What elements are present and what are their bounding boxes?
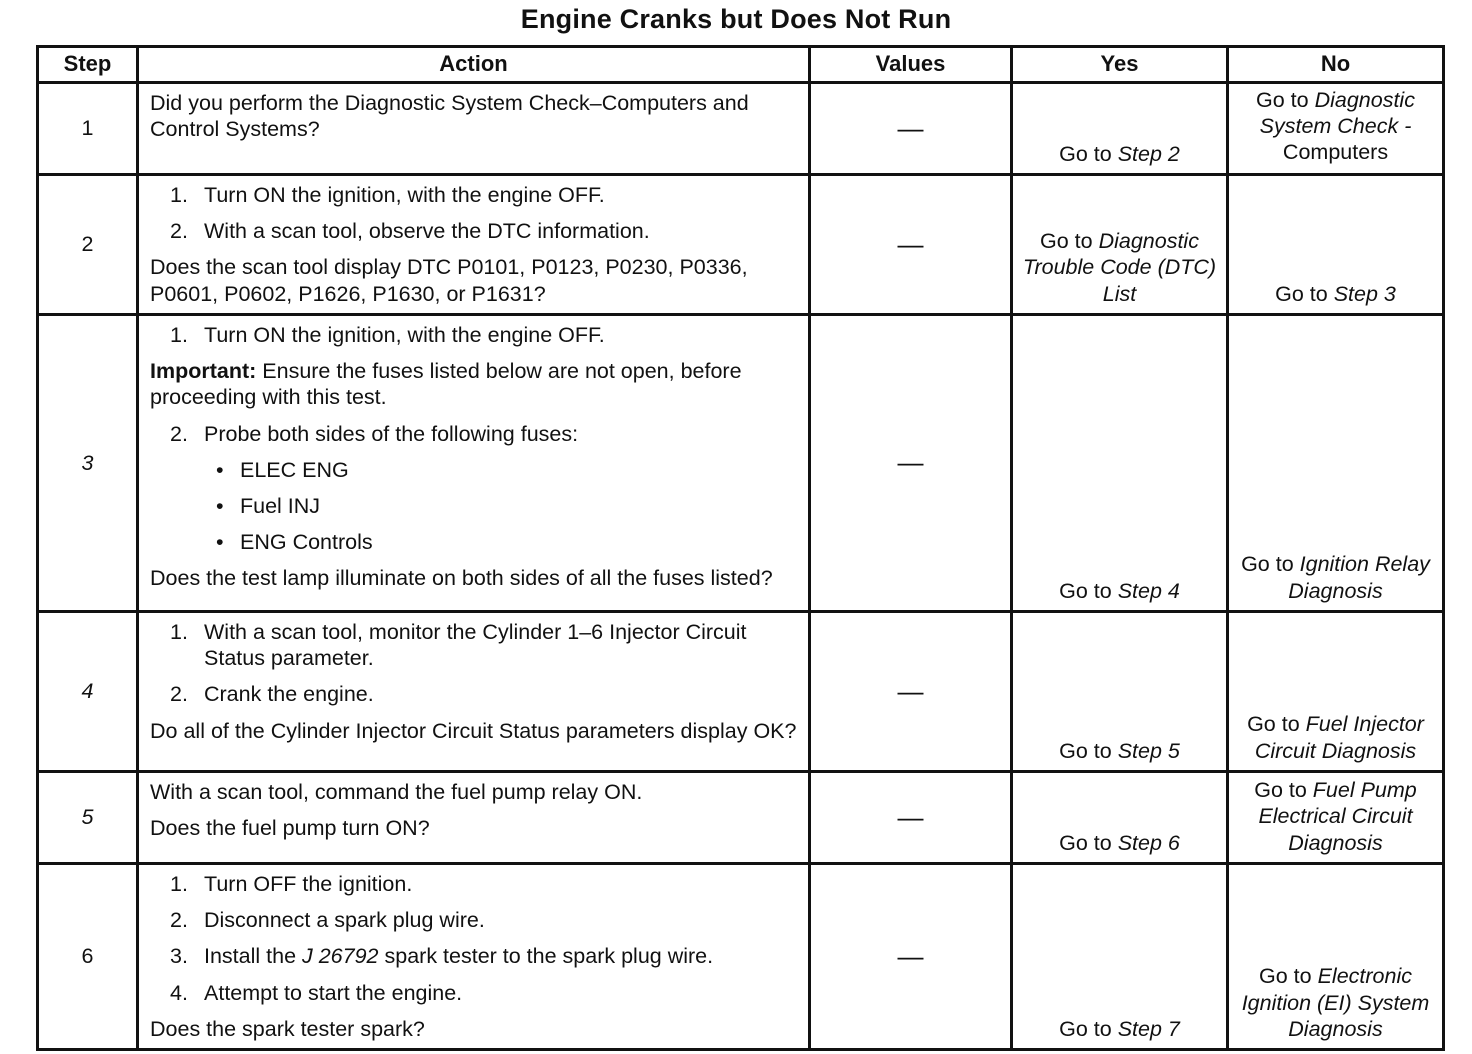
header-no: No bbox=[1228, 47, 1444, 83]
action-cell bbox=[138, 175, 810, 315]
no-prefix: Go to bbox=[1241, 552, 1300, 577]
header-values: Values bbox=[810, 47, 1012, 83]
action-step: 2. With a scan tool, observe the DTC information. bbox=[170, 219, 650, 244]
no-prefix: Go to bbox=[1247, 712, 1306, 737]
step-number: 4 bbox=[38, 611, 138, 771]
table-row bbox=[38, 771, 1444, 863]
action-step: 1. Turn ON the ignition, with the engine OFF. bbox=[170, 322, 605, 347]
no-cell bbox=[1228, 863, 1444, 1049]
action-step: 1. Turn ON the ignition, with the engine OFF. bbox=[170, 183, 605, 207]
step-number: 1 bbox=[38, 83, 138, 175]
values-cell: — bbox=[810, 863, 1012, 1049]
values-cell: — bbox=[810, 771, 1012, 863]
no-cell bbox=[1228, 175, 1444, 315]
yes-cell bbox=[1012, 83, 1228, 175]
no-cell bbox=[1228, 771, 1444, 863]
yes-cell bbox=[1012, 314, 1228, 611]
no-link[interactable]: Fuel Injector Circuit Diagnosis bbox=[1254, 712, 1424, 763]
action-step: 1. With a scan tool, monitor the Cylinder 1–6 Injector Circuit Status parameter. bbox=[170, 619, 747, 671]
yes-prefix: Go to bbox=[1040, 229, 1099, 254]
yes-link[interactable]: Diagnostic Trouble Code (DTC) List bbox=[1022, 229, 1217, 306]
no-cell bbox=[1228, 83, 1444, 175]
action-question: Does the scan tool display DTC P0101, P0123, P0230, P0336, P0601, P0602, P1626, P1630, or P1631? bbox=[150, 255, 748, 306]
no-prefix: Go to bbox=[1275, 281, 1334, 306]
header-yes: Yes bbox=[1012, 47, 1228, 83]
yes-link[interactable]: Step 2 bbox=[1117, 141, 1180, 166]
yes-prefix: Go to bbox=[1059, 578, 1118, 603]
table-row bbox=[38, 314, 1444, 611]
fuse-item: • ENG Controls bbox=[216, 530, 373, 555]
step-number: 2 bbox=[38, 175, 138, 315]
step-number: 5 bbox=[38, 771, 138, 863]
yes-link[interactable]: Step 7 bbox=[1117, 1016, 1180, 1041]
table-row bbox=[38, 83, 1444, 175]
action-step: 3. Install the J 26792 spark tester to the spark plug wire. bbox=[170, 944, 714, 969]
action-line: With a scan tool, command the fuel pump relay ON. bbox=[150, 779, 643, 804]
fuse-item: • ELEC ENG bbox=[216, 457, 349, 482]
yes-link[interactable]: Step 4 bbox=[1117, 578, 1180, 603]
no-link[interactable]: Fuel Pump Electrical Circuit Diagnosis bbox=[1258, 778, 1417, 855]
yes-cell bbox=[1012, 175, 1228, 315]
action-step: 4. Attempt to start the engine. bbox=[170, 980, 463, 1005]
step-number: 6 bbox=[38, 863, 138, 1049]
action-step: 2. Probe both sides of the following fuses: bbox=[170, 421, 579, 446]
yes-link[interactable]: Step 6 bbox=[1117, 830, 1180, 855]
no-link[interactable]: Electronic Ignition (EI) System Diagnosis bbox=[1241, 964, 1430, 1041]
action-question: Does the spark tester spark? bbox=[150, 1016, 425, 1041]
header-action: Action bbox=[138, 47, 810, 83]
table-row bbox=[38, 611, 1444, 771]
page-title: Engine Cranks but Does Not Run bbox=[520, 4, 952, 34]
no-prefix: Go to bbox=[1256, 88, 1315, 112]
yes-prefix: Go to bbox=[1059, 738, 1118, 763]
action-step: 2. Disconnect a spark plug wire. bbox=[170, 908, 485, 933]
action-cell bbox=[138, 611, 810, 771]
action-step: 2. Crank the engine. bbox=[170, 682, 374, 707]
values-cell: — bbox=[810, 175, 1012, 315]
values-cell: — bbox=[810, 611, 1012, 771]
action-question: Does the test lamp illuminate on both sides of all the fuses listed? bbox=[150, 566, 773, 591]
yes-cell bbox=[1012, 771, 1228, 863]
yes-cell bbox=[1012, 611, 1228, 771]
no-cell bbox=[1228, 314, 1444, 611]
table-row bbox=[38, 175, 1444, 315]
step-number: 3 bbox=[38, 314, 138, 611]
no-suffix: Computers bbox=[1282, 140, 1389, 165]
yes-prefix: Go to bbox=[1059, 1016, 1118, 1041]
diagnostic-table bbox=[36, 45, 1445, 1051]
important-note: Important: Ensure the fuses listed below are not open, before proceeding with this test. bbox=[150, 359, 742, 410]
no-link[interactable]: Ignition Relay Diagnosis bbox=[1288, 552, 1430, 603]
values-cell: — bbox=[810, 314, 1012, 611]
no-link[interactable]: Diagnostic System Check - bbox=[1259, 88, 1415, 139]
header-step: Step bbox=[38, 47, 138, 83]
tool-number: J 26792 bbox=[302, 944, 379, 969]
no-prefix: Go to bbox=[1254, 778, 1313, 803]
table-row bbox=[38, 863, 1444, 1049]
action-cell bbox=[138, 863, 810, 1049]
yes-prefix: Go to bbox=[1059, 141, 1118, 166]
values-cell: — bbox=[810, 83, 1012, 175]
yes-prefix: Go to bbox=[1059, 830, 1118, 855]
action-cell bbox=[138, 314, 810, 611]
action-question: Do all of the Cylinder Injector Circuit Status parameters display OK? bbox=[150, 718, 797, 743]
action-step: 1. Turn OFF the ignition. bbox=[170, 871, 413, 896]
no-prefix: Go to bbox=[1259, 964, 1318, 989]
action-cell bbox=[138, 83, 810, 175]
action-question: Does the fuel pump turn ON? bbox=[150, 816, 430, 841]
no-link[interactable]: Step 3 bbox=[1333, 281, 1396, 306]
yes-link[interactable]: Step 5 bbox=[1117, 738, 1180, 763]
fuse-item: • Fuel INJ bbox=[216, 493, 321, 518]
header-row bbox=[38, 47, 1444, 83]
action-cell bbox=[138, 771, 810, 863]
action-question: Did you perform the Diagnostic System Check–Computers and Control Systems? bbox=[150, 91, 749, 142]
yes-cell bbox=[1012, 863, 1228, 1049]
no-cell bbox=[1228, 611, 1444, 771]
